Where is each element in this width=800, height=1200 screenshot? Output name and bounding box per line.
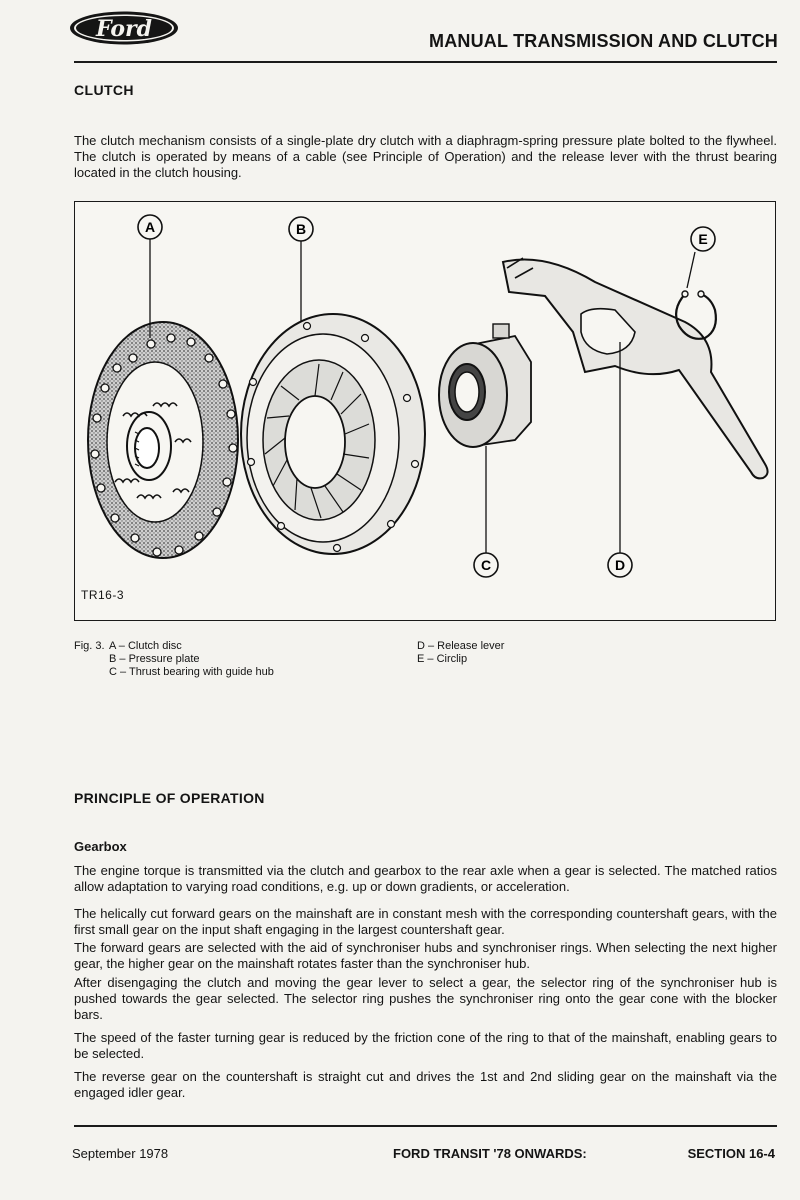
- thrust-bearing-drawing: [439, 324, 531, 447]
- svg-text:D: D: [614, 557, 626, 573]
- callout-b: [289, 217, 313, 241]
- callout-a: [138, 215, 162, 239]
- svg-text:E: E: [698, 231, 708, 247]
- caption-item-b: B – Pressure plate: [109, 653, 200, 665]
- gearbox-paragraph-1: The engine torque is transmitted via the clutch and gearbox to the rear axle when a gear is selected. The matched ratios allow adaptation to varying road conditions, e.g. up or down gradients, or acceleration.: [74, 863, 777, 894]
- ford-logo: [68, 10, 180, 46]
- gearbox-paragraph-5: The speed of the faster turning gear is reduced by the friction cone of the ring to that of the mainshaft, enabling gears to be selected.: [74, 1030, 777, 1061]
- footer-section-number: SECTION 16-4: [687, 1146, 775, 1161]
- callout-d: [608, 553, 632, 577]
- callout-c: [474, 553, 498, 577]
- principle-heading: PRINCIPLE OF OPERATION: [74, 790, 265, 806]
- gearbox-paragraph-4: After disengaging the clutch and moving the gear lever to select a gear, the selector ring of the synchroniser hub is pushed towards the gear selected. The selector ring pushes the synchroniser ring onto the gear cone with the blocker bars.: [74, 975, 777, 1022]
- footer-date: September 1978: [72, 1146, 169, 1161]
- clutch-diagram: [75, 202, 775, 620]
- gearbox-subheading: Gearbox: [74, 839, 127, 854]
- clutch-intro-paragraph: The clutch mechanism consists of a single-plate dry clutch with a diaphragm-spring pressure plate bolted to the flywheel. The clutch is operated by means of a cable (see Principle of Operation) and the release lever with the thrust bearing located in the clutch housing.: [74, 133, 777, 180]
- figure-reference-id: TR16-3: [81, 588, 125, 602]
- caption-item-e: E – Circlip: [417, 653, 468, 665]
- callout-e: [691, 227, 715, 251]
- page-title: MANUAL TRANSMISSION AND CLUTCH: [429, 31, 778, 51]
- svg-text:B: B: [295, 221, 307, 237]
- gearbox-paragraph-2: The helically cut forward gears on the mainshaft are in constant mesh with the corresponding countershaft gears, with the first small gear on the input shaft engaging in the largest countershaft gear.: [74, 906, 777, 937]
- footer-publication: FORD TRANSIT '78 ONWARDS:: [393, 1146, 587, 1161]
- clutch-heading: CLUTCH: [74, 82, 134, 98]
- gearbox-paragraph-3: The forward gears are selected with the aid of synchroniser hubs and synchroniser rings. When selecting the next higher gear, the higher gear on the mainshaft rotates faster than the synchroniser hub.: [74, 940, 777, 971]
- caption-item-a: A – Clutch disc: [109, 640, 182, 652]
- logo-wordmark: Ford: [95, 16, 153, 42]
- svg-text:C: C: [480, 557, 492, 573]
- caption-item-c: C – Thrust bearing with guide hub: [109, 666, 274, 678]
- pressure-plate-drawing: [241, 314, 425, 554]
- svg-text:A: A: [144, 219, 156, 235]
- clutch-exploded-figure: [74, 201, 776, 621]
- footer-divider: [74, 1125, 777, 1127]
- clutch-disc-drawing: [88, 322, 238, 558]
- caption-prefix: Fig. 3.: [74, 640, 105, 652]
- caption-item-d: D – Release lever: [417, 640, 505, 652]
- gearbox-paragraph-6: The reverse gear on the countershaft is straight cut and drives the 1st and 2nd sliding gear on the mainshaft via the engaged idler gear.: [74, 1069, 777, 1100]
- release-lever-drawing: [503, 258, 768, 478]
- header-divider: [74, 61, 777, 63]
